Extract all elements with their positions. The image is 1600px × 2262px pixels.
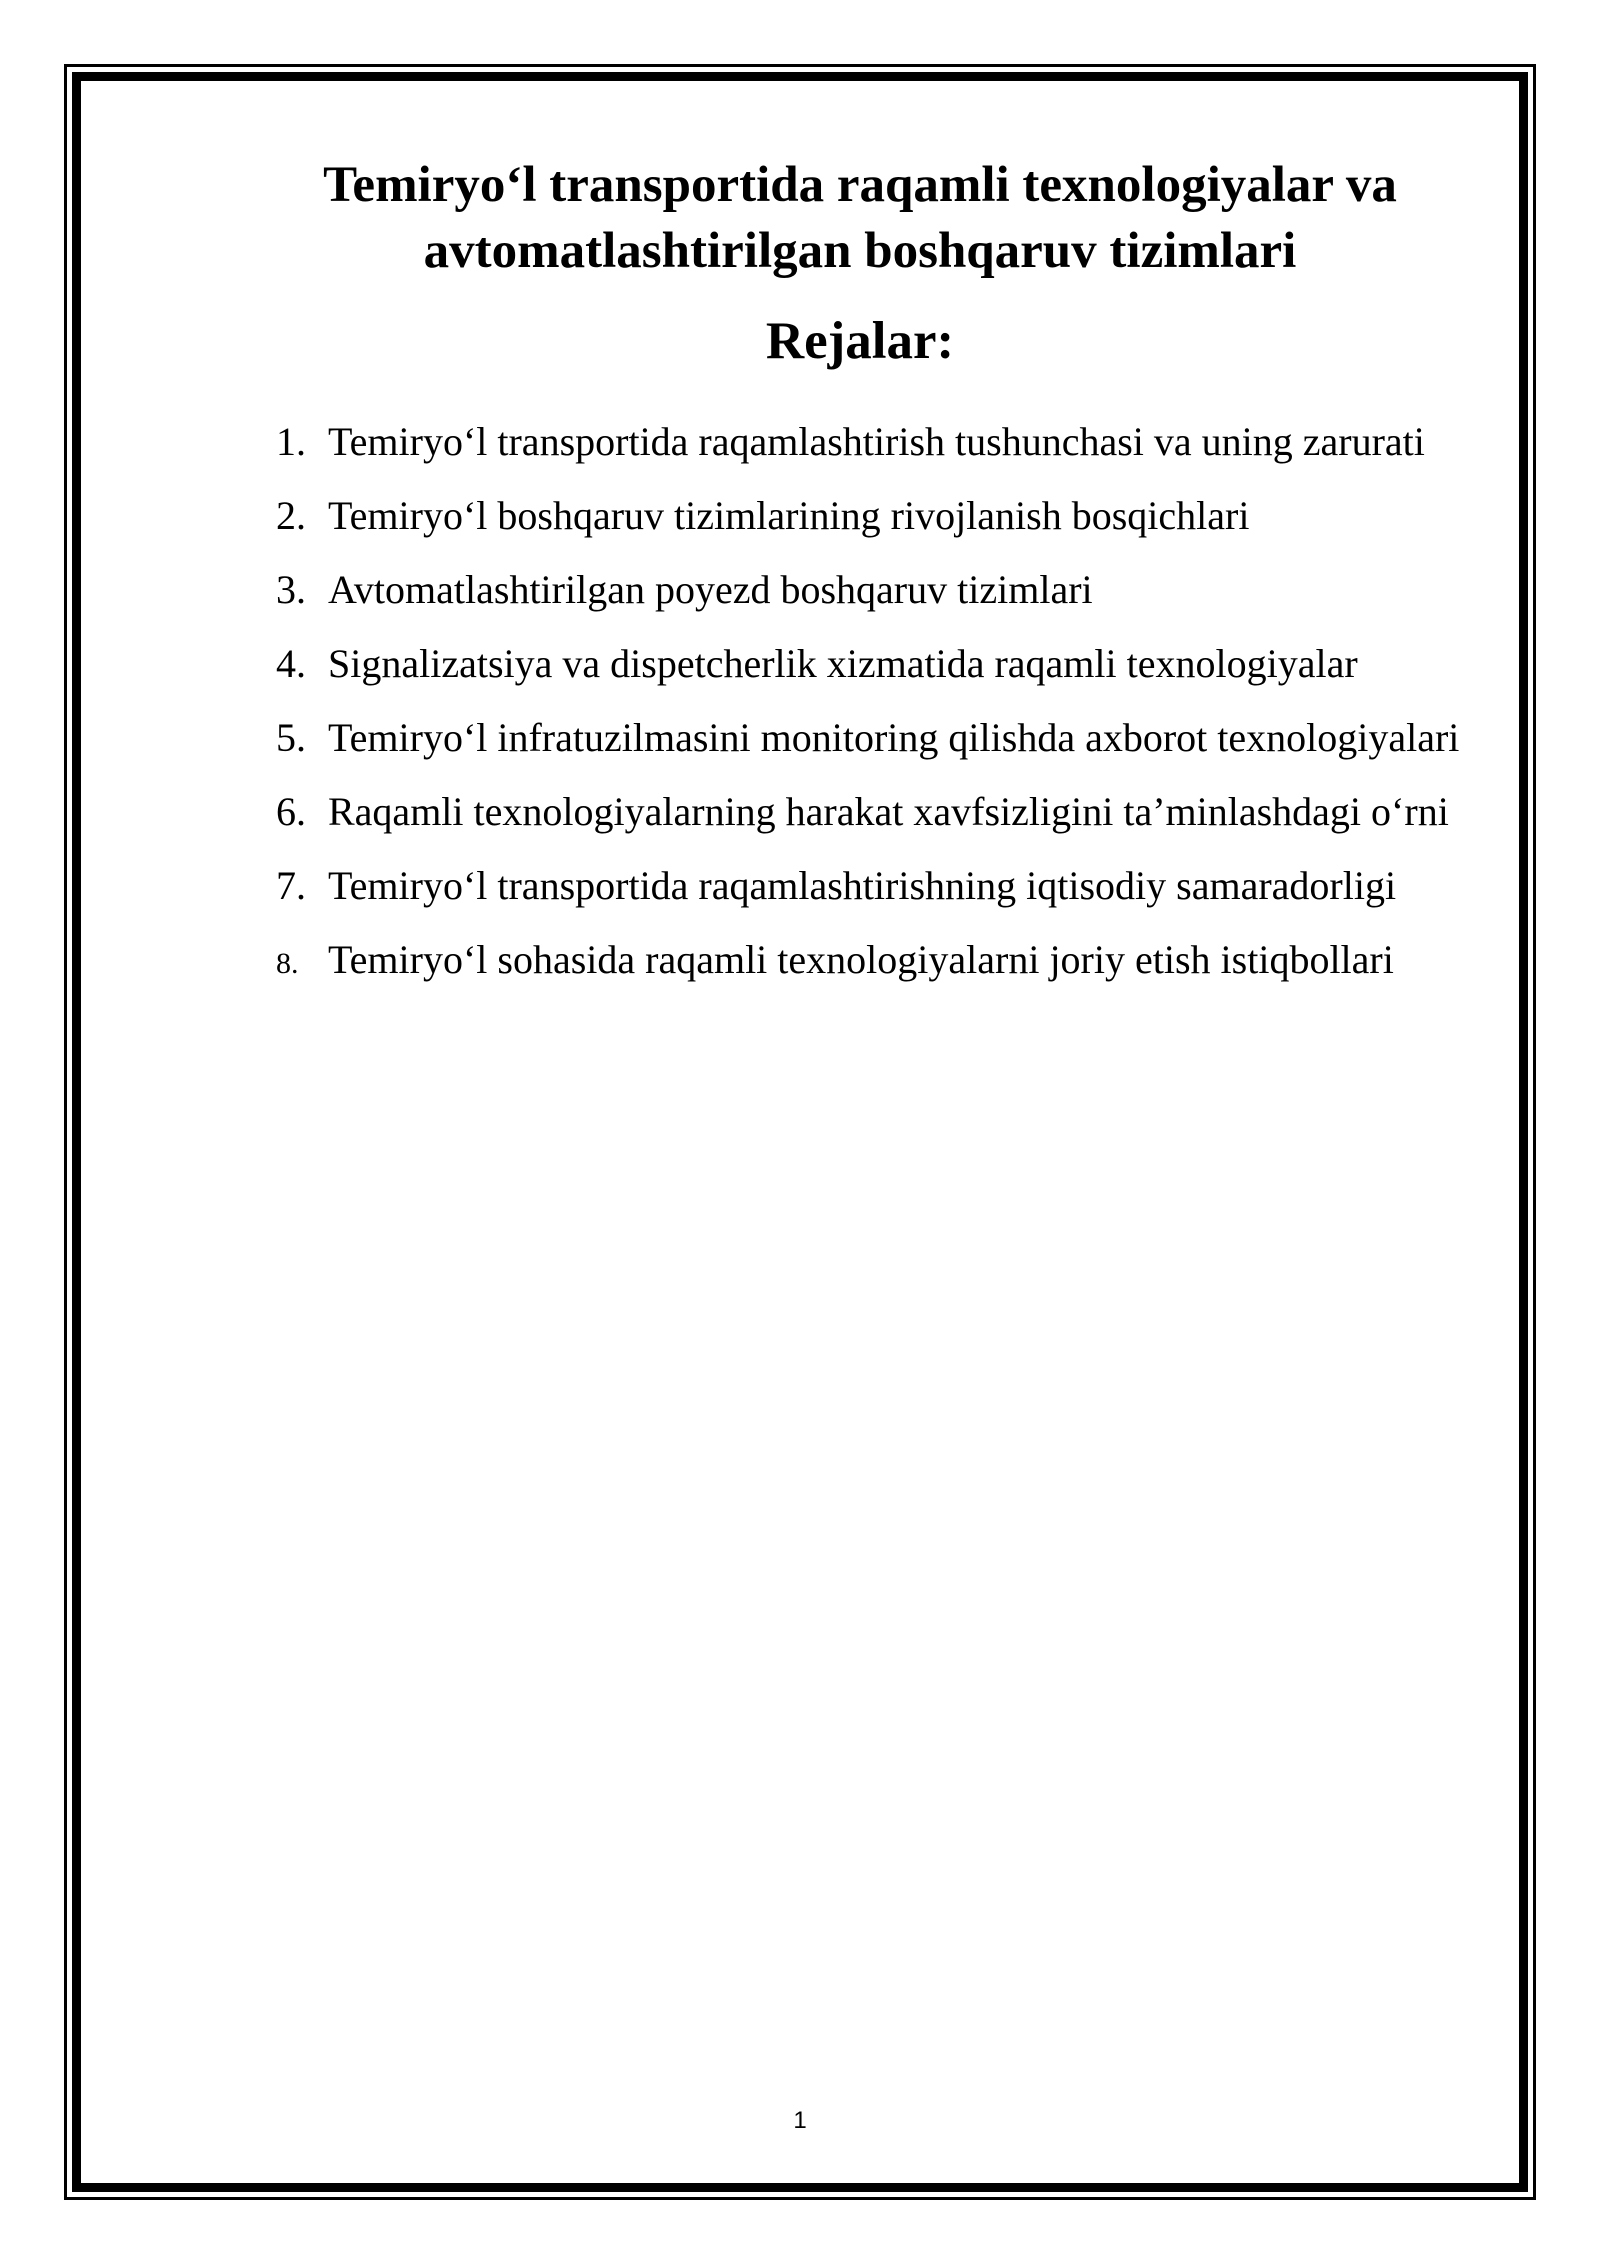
title-line-1: Temiryo‘l transportida raqamli texnologiyalar va [323, 157, 1397, 213]
plan-item-text: Temiryo‘l boshqaruv tizimlarining rivojlanish bosqichlari [328, 493, 1250, 538]
plan-item-1 [272, 405, 1512, 479]
plan-item-4 [272, 627, 1512, 701]
plan-item-number: 7. [276, 863, 306, 908]
title-line-2: avtomatlashtirilgan boshqaruv tizimlari [423, 223, 1297, 279]
plan-item-number: 3. [276, 567, 306, 612]
plan-item-text: Temiryo‘l transportida raqamlashtirish tushunchasi va uning zarurati [328, 419, 1425, 464]
plan-item-text: Avtomatlashtirilgan poyezd boshqaruv tizimlari [328, 567, 1093, 612]
plan-item-number: 1. [276, 419, 306, 464]
plan-item-text: Raqamli texnologiyalarning harakat xavfsizligini ta’minlashdagi o‘rni [328, 789, 1449, 834]
page-border-inner [72, 72, 1528, 2192]
plan-item-6 [272, 775, 1512, 849]
plan-item-8 [272, 923, 1512, 997]
plan-item-7 [272, 849, 1512, 923]
plan-item-5 [272, 701, 1512, 775]
plan-item-number: 2. [276, 493, 306, 538]
plan-list [272, 405, 1512, 997]
plan-item-number: 4. [276, 641, 306, 686]
plan-item-text: Temiryo‘l transportida raqamlashtirishning iqtisodiy samaradorligi [328, 863, 1397, 908]
plan-item-number: 5. [276, 715, 306, 760]
page-number: 1 [793, 2107, 807, 2134]
plan-heading: Rejalar: [765, 312, 955, 370]
plan-item-number: 8. [276, 947, 299, 980]
document-title [200, 152, 1520, 284]
plan-item-text: Temiryo‘l infratuzilmasini monitoring qilishda axborot texnologiyalari [328, 715, 1460, 760]
plan-item-text: Signalizatsiya va dispetcherlik xizmatida raqamli texnologiyalar [328, 641, 1358, 686]
plan-item-number: 6. [276, 789, 306, 834]
plan-item-3 [272, 553, 1512, 627]
plan-item-text: Temiryo‘l sohasida raqamli texnologiyalarni joriy etish istiqbollari [328, 937, 1394, 982]
plan-item-2 [272, 479, 1512, 553]
